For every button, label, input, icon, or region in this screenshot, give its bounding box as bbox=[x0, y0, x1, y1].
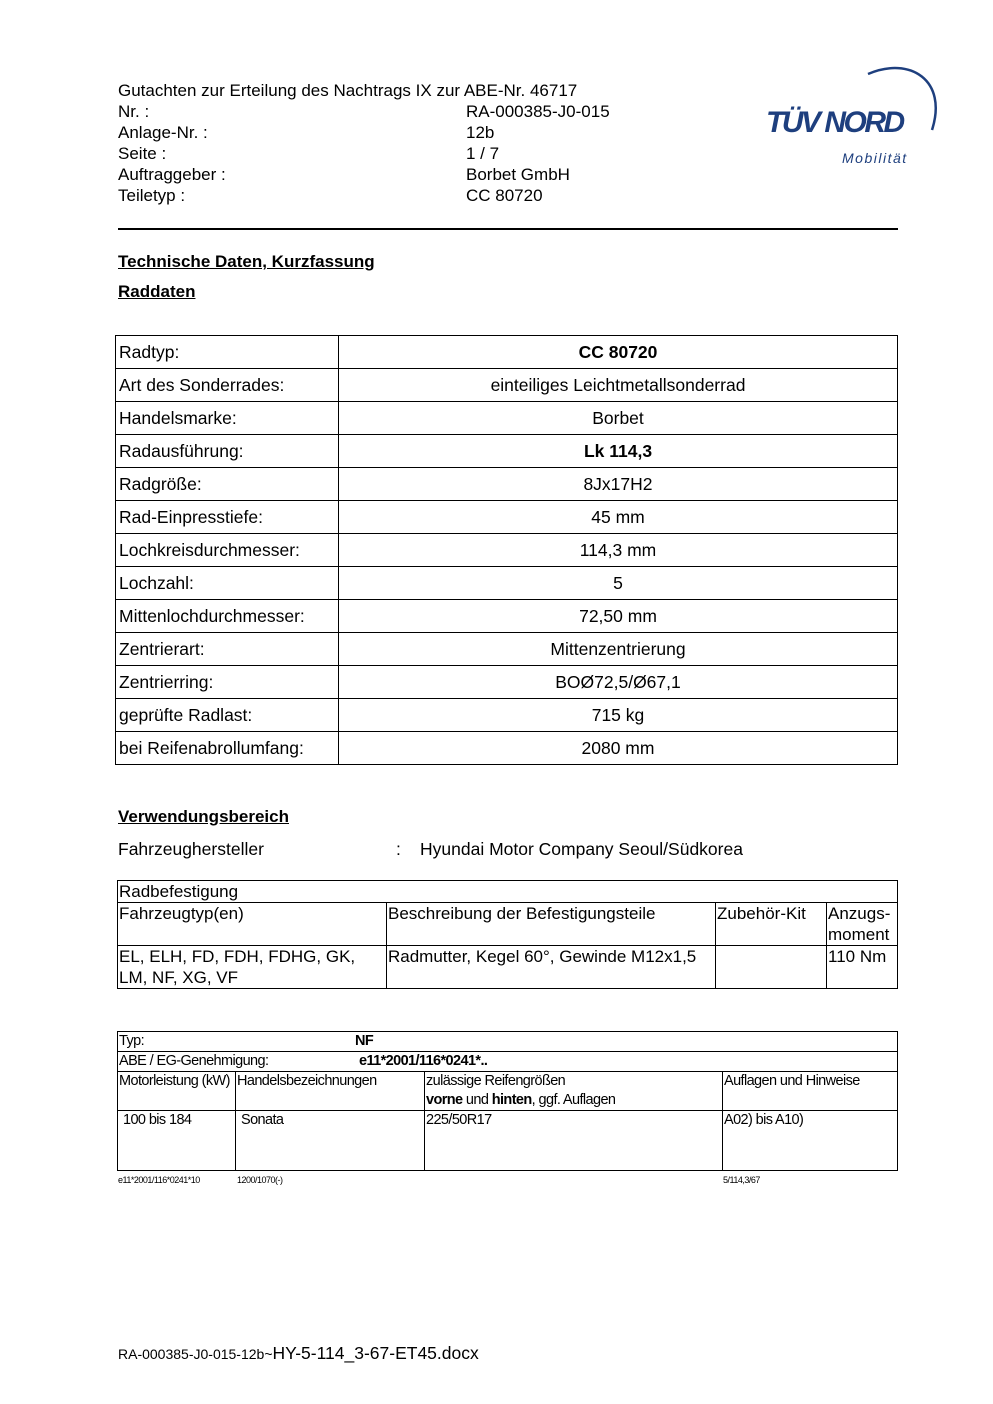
raddaten-value-cell: CC 80720 bbox=[339, 336, 898, 369]
footer-prefix: RA-000385-J0-015-12b~ bbox=[118, 1346, 273, 1362]
raddaten-value-cell: BOØ72,5/Ø67,1 bbox=[339, 666, 898, 699]
table-row bbox=[116, 567, 898, 600]
section-title-raddaten: Raddaten bbox=[118, 282, 196, 301]
small-note-approval: e11*2001/116*0241*10 bbox=[118, 1175, 200, 1185]
typ-header-row bbox=[118, 1072, 898, 1111]
table-row bbox=[116, 402, 898, 435]
raddaten-value-cell: Borbet bbox=[339, 402, 898, 435]
reifen-rest: , ggf. Auflagen bbox=[531, 1092, 616, 1108]
raddaten-value-cell: Mittenzentrierung bbox=[339, 633, 898, 666]
abe-value: e11*2001/116*0241*.. bbox=[359, 1053, 488, 1069]
header-cell: Handelsbezeichnungen bbox=[236, 1072, 425, 1111]
zubehoer-kit-cell bbox=[716, 946, 827, 989]
table-row bbox=[118, 946, 898, 989]
header-value: CC 80720 bbox=[466, 186, 543, 205]
raddaten-value-cell: 8Jx17H2 bbox=[339, 468, 898, 501]
document-title: Gutachten zur Erteilung des Nachtrags IX zur ABE-Nr. 46717 bbox=[118, 81, 578, 100]
raddaten-value-cell: 5 bbox=[339, 567, 898, 600]
raddaten-value-cell: 2080 mm bbox=[339, 732, 898, 765]
raddaten-label-cell: bei Reifenabrollumfang: bbox=[116, 732, 339, 765]
table-row bbox=[116, 336, 898, 369]
header-cell: Anzugs-moment bbox=[827, 903, 898, 946]
abe-row bbox=[118, 1052, 898, 1072]
table-row bbox=[116, 633, 898, 666]
header-label: Auftraggeber : bbox=[118, 165, 226, 184]
manufacturer-value: Hyundai Motor Company Seoul/Südkorea bbox=[420, 839, 743, 859]
abe-label: ABE / EG-Genehmigung: bbox=[119, 1053, 269, 1069]
header-value: 1 / 7 bbox=[466, 144, 500, 163]
table-row bbox=[116, 501, 898, 534]
table-row bbox=[116, 699, 898, 732]
reifen-und: und bbox=[462, 1092, 492, 1108]
header-cell: Beschreibung der Befestigungsteile bbox=[387, 903, 716, 946]
table-row bbox=[116, 534, 898, 567]
section-title-technische-daten: Technische Daten, Kurzfassung bbox=[118, 252, 375, 271]
header-row-teiletyp bbox=[118, 185, 543, 206]
radbefestigung-header-row bbox=[118, 903, 898, 946]
header-divider bbox=[118, 228, 898, 230]
table-row bbox=[116, 468, 898, 501]
raddaten-label-cell: Zentrierring: bbox=[116, 666, 339, 699]
reifen-hinten: hinten bbox=[491, 1092, 532, 1108]
reifengroesse-cell: 225/50R17 bbox=[425, 1111, 723, 1171]
raddaten-label-cell: Lochzahl: bbox=[116, 567, 339, 600]
header-label: Teiletyp : bbox=[118, 186, 186, 205]
table-row bbox=[116, 732, 898, 765]
beschreibung-cell: Radmutter, Kegel 60°, Gewinde M12x1,5 bbox=[387, 946, 716, 989]
logo-brand-text: TÜV NORD bbox=[766, 106, 903, 139]
header-row-nr bbox=[118, 101, 610, 122]
header-label: Anlage-Nr. : bbox=[118, 123, 208, 142]
header-cell: Motorleistung (kW) bbox=[118, 1072, 236, 1111]
table-row bbox=[116, 435, 898, 468]
header-value: 12b bbox=[466, 123, 495, 142]
header-row-auftraggeber bbox=[118, 164, 570, 185]
typ-row bbox=[118, 1032, 898, 1052]
raddaten-value-cell: 45 mm bbox=[339, 501, 898, 534]
reifen-vorne: vorne bbox=[426, 1092, 463, 1108]
tuv-nord-logo bbox=[760, 60, 945, 170]
auflagen-cell: A02) bis A10) bbox=[723, 1111, 898, 1171]
header-label: Seite : bbox=[118, 144, 167, 163]
reifen-header-line1: zulässige Reifengrößen bbox=[426, 1073, 566, 1089]
logo-sub-text: Mobilität bbox=[842, 150, 908, 166]
typ-label: Typ: bbox=[119, 1033, 144, 1049]
section-title-verwendungsbereich: Verwendungsbereich bbox=[118, 807, 289, 826]
raddaten-label-cell: Lochkreisdurchmesser: bbox=[116, 534, 339, 567]
raddaten-value-cell: einteiliges Leichtmetallsonderrad bbox=[339, 369, 898, 402]
table-row bbox=[118, 1111, 898, 1171]
table-row bbox=[116, 600, 898, 633]
header-cell-reifen bbox=[425, 1072, 723, 1111]
anzugsmoment-cell: 110 Nm bbox=[827, 946, 898, 989]
raddaten-table bbox=[115, 335, 898, 765]
fahrzeugtyp-table bbox=[117, 1031, 898, 1171]
raddaten-value-cell: 715 kg bbox=[339, 699, 898, 732]
header-cell: Fahrzeugtyp(en) bbox=[118, 903, 387, 946]
header-value: Borbet GmbH bbox=[466, 165, 570, 184]
fahrzeugtypen-cell: EL, ELH, FD, FDH, FDHG, GK, LM, NF, XG, VF bbox=[118, 946, 387, 989]
raddaten-label-cell: Handelsmarke: bbox=[116, 402, 339, 435]
table-row bbox=[116, 369, 898, 402]
radbefestigung-table bbox=[117, 880, 898, 989]
raddaten-label-cell: Art des Sonderrades: bbox=[116, 369, 339, 402]
manufacturer-label: Fahrzeughersteller bbox=[118, 839, 264, 859]
raddaten-label-cell: Radausführung: bbox=[116, 435, 339, 468]
motorleistung-cell: 100 bis 184 bbox=[118, 1111, 236, 1171]
footer-filename bbox=[118, 1343, 479, 1364]
table-row bbox=[116, 666, 898, 699]
header-value: RA-000385-J0-015 bbox=[466, 102, 610, 121]
header-row-anlage bbox=[118, 122, 495, 143]
raddaten-label-cell: geprüfte Radlast: bbox=[116, 699, 339, 732]
handelsbezeichnung-cell: Sonata bbox=[236, 1111, 425, 1171]
footer-name: HY-5-114_3-67-ET45.docx bbox=[272, 1343, 479, 1363]
raddaten-label-cell: Rad-Einpresstiefe: bbox=[116, 501, 339, 534]
raddaten-value-cell: 72,50 mm bbox=[339, 600, 898, 633]
manufacturer-colon: : bbox=[396, 839, 401, 859]
raddaten-label-cell: Radtyp: bbox=[116, 336, 339, 369]
header-cell: Auflagen und Hinweise bbox=[723, 1072, 898, 1111]
raddaten-label-cell: Mittenlochdurchmesser: bbox=[116, 600, 339, 633]
raddaten-label-cell: Zentrierart: bbox=[116, 633, 339, 666]
header-label: Nr. : bbox=[118, 102, 150, 121]
raddaten-value-cell: 114,3 mm bbox=[339, 534, 898, 567]
radbefestigung-title: Radbefestigung bbox=[118, 881, 898, 903]
raddaten-label-cell: Radgröße: bbox=[116, 468, 339, 501]
header-row-seite bbox=[118, 143, 500, 164]
typ-value: NF bbox=[355, 1033, 374, 1049]
header-cell: Zubehör-Kit bbox=[716, 903, 827, 946]
small-note-weights: 1200/1070(-) bbox=[237, 1175, 283, 1185]
raddaten-value-cell: Lk 114,3 bbox=[339, 435, 898, 468]
small-note-bolt-pattern: 5/114,3/67 bbox=[723, 1175, 760, 1185]
